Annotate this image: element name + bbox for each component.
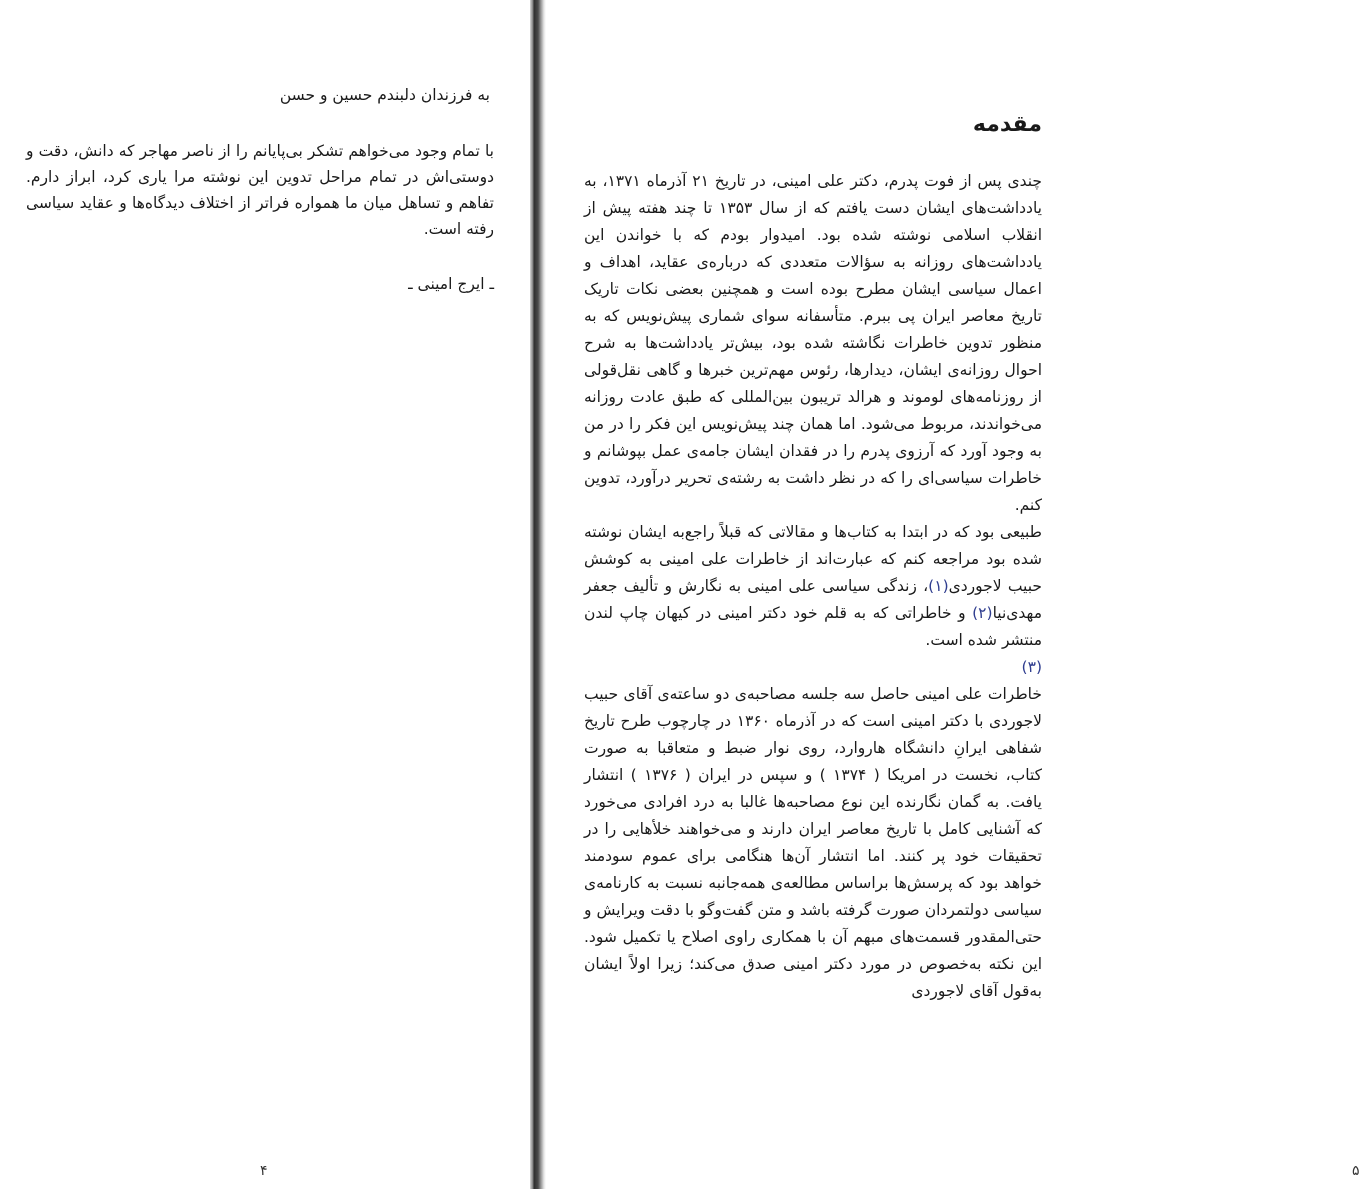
paragraph-2-part-a: طبیعی بود که در ابتدا به کتاب‌ها و مقالاتی که قبلاً راجع‌به ایشان نوشته شده بود مراجعه کنم که عبارت‌اند از خاطرات علی امینی به کوشش حبیب لاجوردی — [584, 523, 1042, 595]
right-page — [546, 0, 1360, 1189]
paragraph-3: خاطرات علی امینی حاصل سه جلسه مصاحبه‌ی دو ساعته‌ی آقای حبیب لاجوردی با دکتر امینی است که در آذرماه ۱۳۶۰ در چارچوب طرح تاریخ شفاهی ایرانِ دانشگاه هاروارد، روی نوار ضبط و متعاقبا به صورت کتاب، نخست در امریکا ( ۱۳۷۴ ) و سپس در ایران ( ۱۳۷۶ ) انتشار یافت. به گمان نگارنده این نوع مصاحبه‌ها غالبا به درد افرادی می‌خورد که آشنایی کامل با تاریخ معاصر ایران دارند و می‌خواهند خلأهایی را در تحقیقات خود پر کنند. اما انتشار آن‌ها هنگامی برای عموم سودمند خواهد بود که پرسش‌ها براساس مطالعه‌ی همه‌جانبه نسبت به کارنامه‌ی سیاسی دولتمردان صورت گرفته باشد و متن گفت‌وگو با دقت ویرایش و حتی‌المقدور قسمت‌های مبهم آن با همکاری راوی اصلاح یا تکمیل شود. این نکته به‌خصوص در مورد دکتر امینی صدق می‌کند؛ زیرا اولاً ایشان به‌قول آقای لاجوردی — [584, 685, 1043, 1000]
page-number-right: ۵ — [1352, 1163, 1360, 1179]
paragraph-1: چندی پس از فوت پدرم، دکتر علی امینی، در تاریخ ۲۱ آذرماه ۱۳۷۱، به یادداشت‌های ایشان دست یافتم که از سال ۱۳۵۳ تا چند هفته پیش از انقلاب اسلامی نوشته شده بود. امیدوار بودم که با خواندن این یادداشت‌های روزانه به سؤالات متعددی که درباره‌ی عقاید، اهداف و اعمال سیاسی ایشان مطرح بوده است و همچنین بعضی نکات تاریک تاریخ معاصر ایران پی ببرم. متأسفانه سوای شماری پیش‌نویس که به منظور تدوین خاطرات نگاشته شده بود، بیش‌تر یادداشت‌ها به شرح احوال روزانه‌ی ایشان، دیدارها، رئوس مهم‌ترین خبرها و گاهی نقل‌قولی از روزنامه‌های لوموند و هرالد تریبون بین‌المللی که طبق عادت روزانه می‌خواندند، مربوط می‌شود. اما همان چند پیش‌نویس این فکر را در من به وجود آورد که آرزوی پدرم را در فقدان ایشان جامه‌ی عمل بپوشانم و خاطرات سیاسی‌ای را که در نظر داشت به رشته‌ی تحریر درآورد، تدوین کنم. — [584, 172, 1042, 514]
left-page — [0, 0, 530, 1189]
introduction-body — [584, 168, 1042, 1005]
page-number-left: ۴ — [260, 1163, 268, 1179]
footnote-ref-3-line — [584, 654, 1042, 681]
footnote-ref-3[interactable]: (۳) — [1021, 658, 1042, 676]
paragraph-2 — [584, 519, 1042, 654]
paragraph-2-part-c: و خاطراتی که به قلم خود دکتر امینی در کیهان چاپ لندن منتشر شده است. — [584, 604, 1042, 649]
author-signature: ـ ایرج امینی ـ — [408, 275, 494, 293]
acknowledgement-paragraph: با تمام وجود می‌خواهم تشکر بی‌پایانم را از ناصر مهاجر که دانش، دقت و دوستی‌اش در تمام مراحل تدوین این نوشته مرا یاری کرد، ابراز دارم. تفاهم و تساهل میان ما همواره فراتر از اختلاف دیدگاه‌ها و عقاید سیاسی رفته است. — [26, 142, 494, 238]
book-spine-gutter — [530, 0, 546, 1189]
footnote-ref-2[interactable]: (۲) — [972, 604, 993, 622]
chapter-heading: مقدمه — [972, 112, 1042, 137]
footnote-ref-1[interactable]: (۱) — [928, 577, 949, 595]
dedication-text: به فرزندان دلبندم حسین و حسن — [279, 86, 490, 104]
paragraph-2-part-b: ، زندگی سیاسی علی امینی به نگارش و تألیف جعفر مهدی‌نیا — [584, 577, 1042, 622]
